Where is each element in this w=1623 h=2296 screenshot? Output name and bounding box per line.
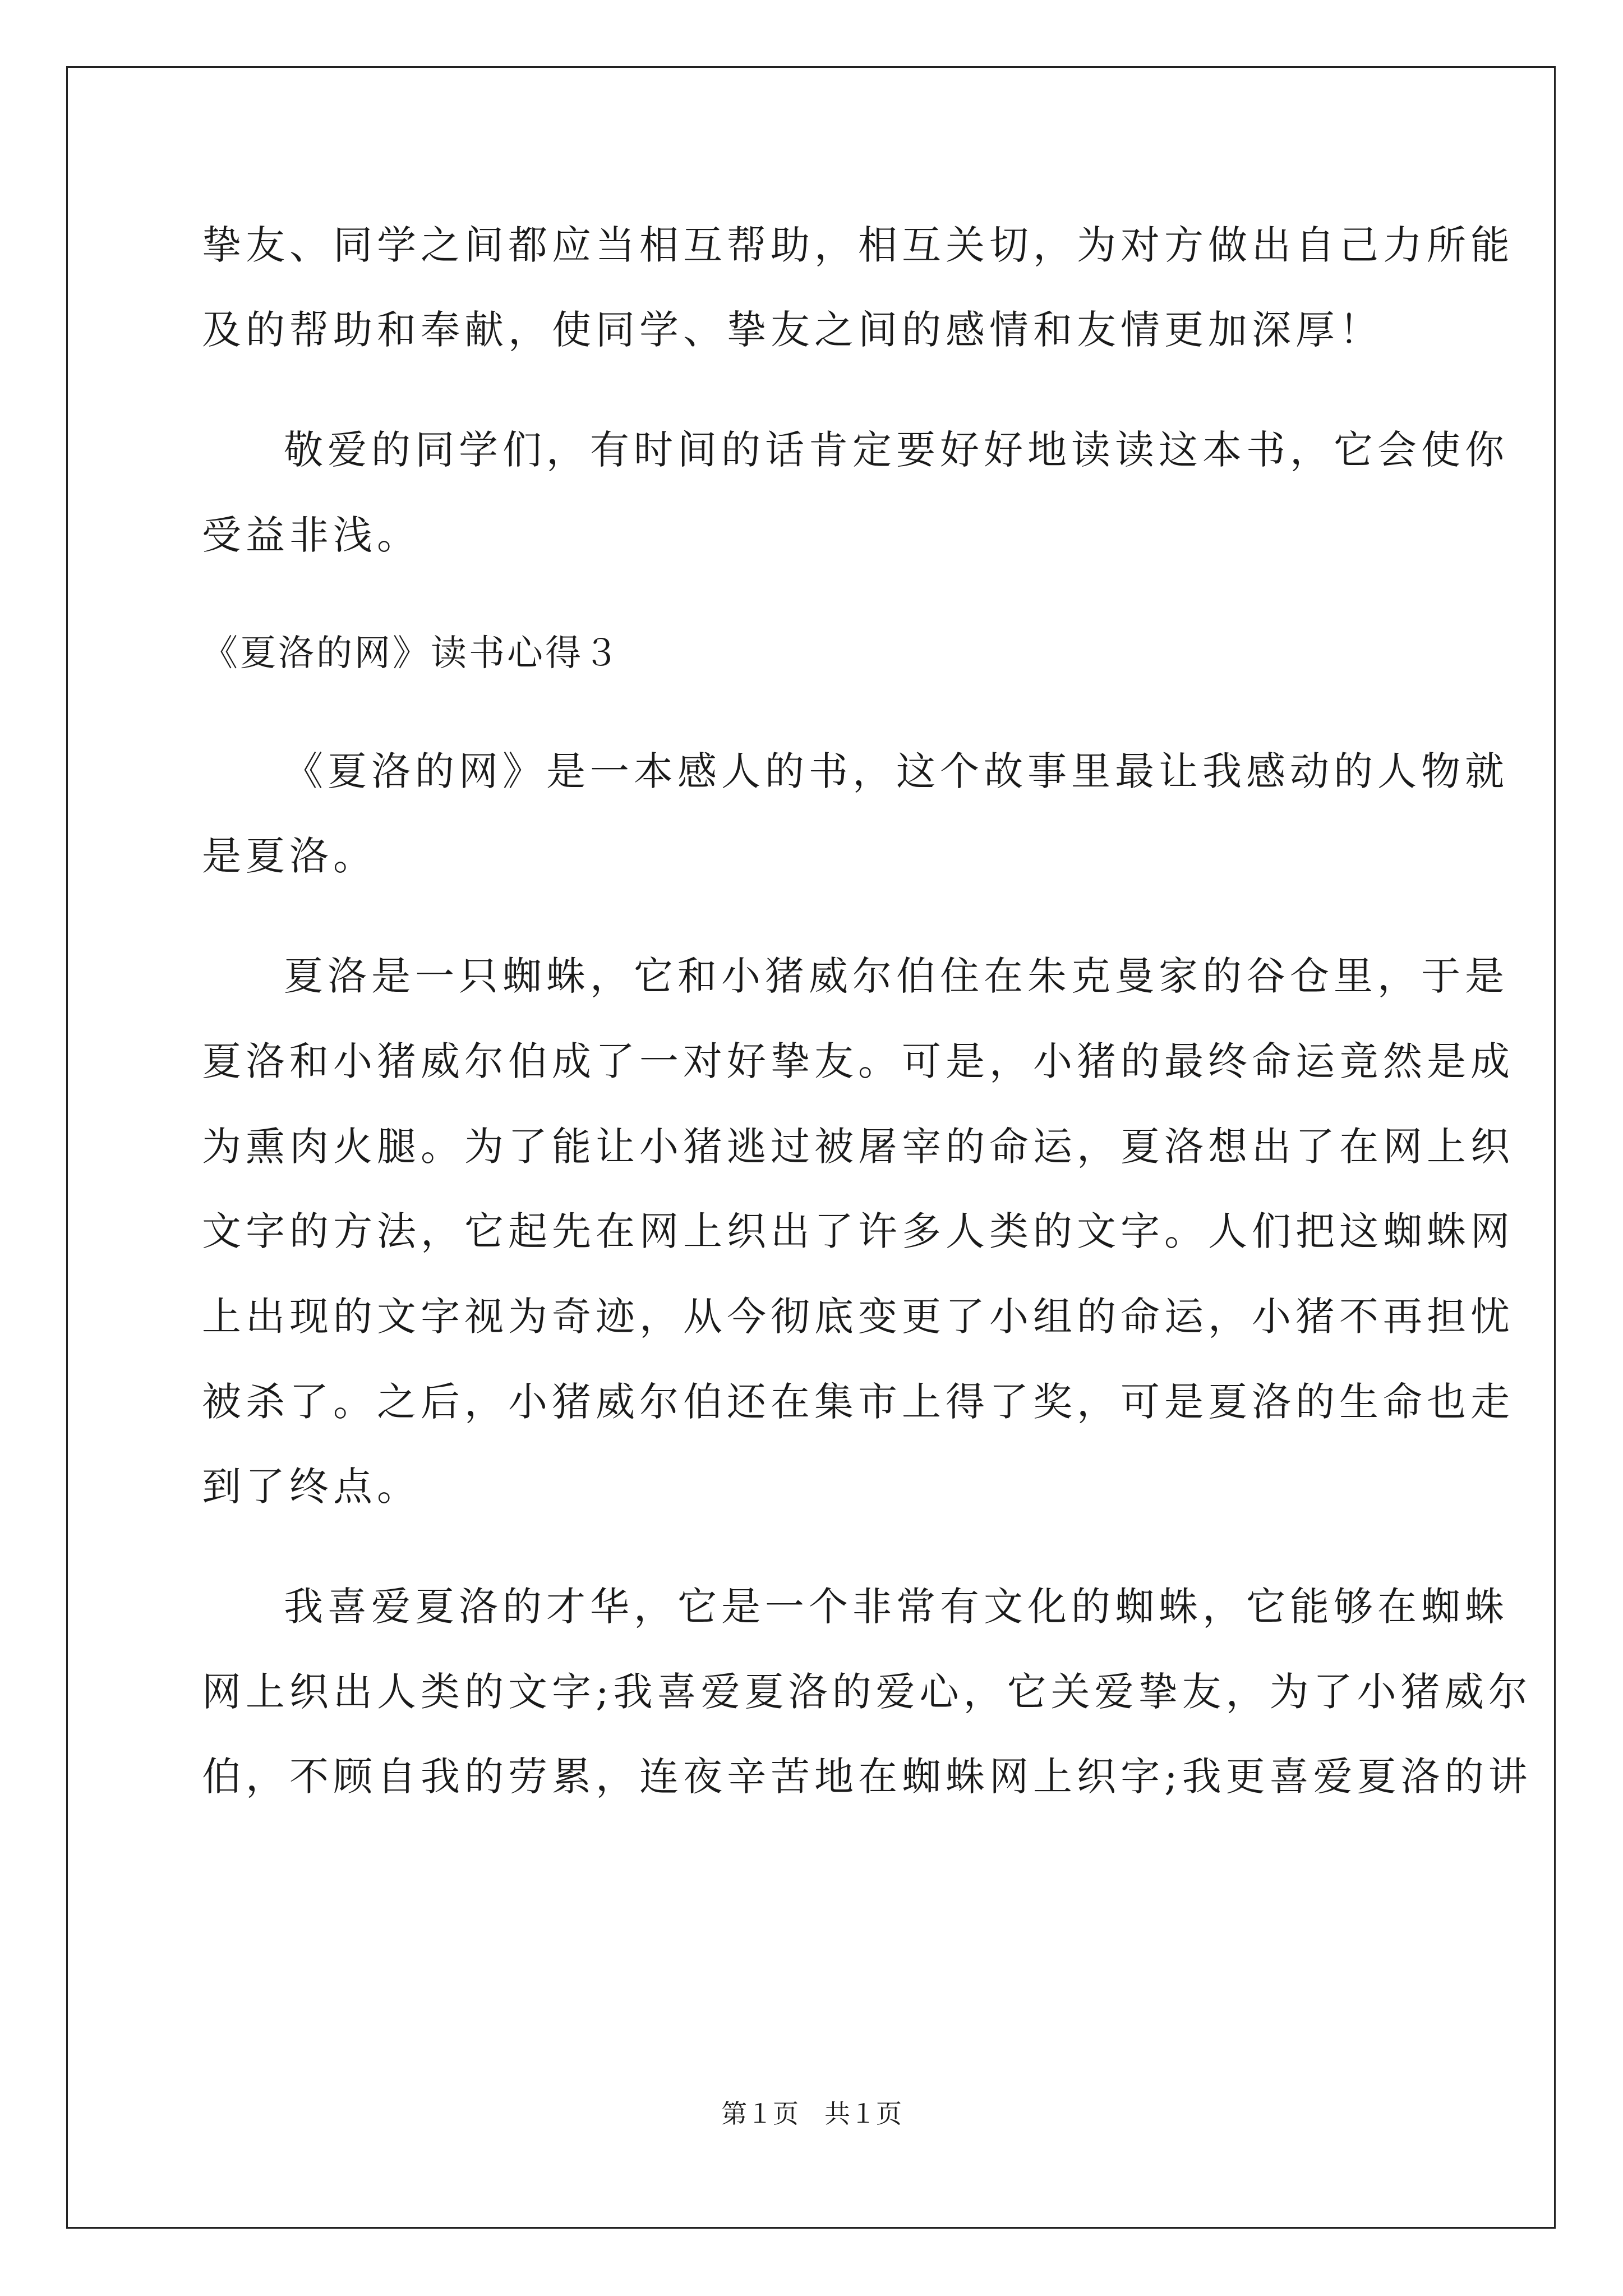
text-line: 是夏洛。 bbox=[202, 833, 377, 879]
section-title: 《夏洛的网》读书心得３ bbox=[202, 633, 621, 674]
text-line: 伯，不顾自我的劳累，连夜辛苦地在蜘蛛网上织字;我更喜爱夏洛的讲 bbox=[202, 1754, 1532, 1800]
text-line: 受益非浅。 bbox=[202, 512, 421, 558]
text-line: 挚友、同学之间都应当相互帮助，相互关切，为对方做出自己力所能 bbox=[202, 222, 1514, 268]
paragraph-start-line: 《夏洛的网》是一本感人的书，这个故事里最让我感动的人物就 bbox=[284, 748, 1509, 794]
paragraph-start-line: 敬爱的同学们，有时间的话肯定要好好地读读这本书，它会使你 bbox=[284, 427, 1509, 473]
text-line: 及的帮助和奉献，使同学、挚友之间的感情和友情更加深厚！ bbox=[202, 307, 1383, 353]
paragraph-start-line: 夏洛是一只蜘蛛，它和小猪威尔伯住在朱克曼家的谷仓里，于是 bbox=[284, 953, 1509, 999]
text-line: 被杀了。之后，小猪威尔伯还在集市上得了奖，可是夏洛的生命也走 bbox=[202, 1379, 1514, 1425]
text-line: 网上织出人类的文字;我喜爱夏洛的爱心，它关爱挚友，为了小猪威尔 bbox=[202, 1669, 1532, 1715]
text-line: 文字的方法，它起先在网上织出了许多人类的文字。人们把这蜘蛛网 bbox=[202, 1208, 1514, 1254]
paragraph-start-line: 我喜爱夏洛的才华，它是一个非常有文化的蜘蛛，它能够在蜘蛛 bbox=[284, 1584, 1509, 1630]
text-line: 夏洛和小猪威尔伯成了一对好挚友。可是，小猪的最终命运竟然是成 bbox=[202, 1038, 1514, 1084]
text-line: 上出现的文字视为奇迹，从今彻底变更了小组的命运，小猪不再担忧 bbox=[202, 1294, 1514, 1340]
page-number-footer: 第１页 共１页 bbox=[721, 2099, 902, 2129]
text-line: 到了终点。 bbox=[202, 1464, 421, 1510]
text-line: 为熏肉火腿。为了能让小猪逃过被屠宰的命运，夏洛想出了在网上织 bbox=[202, 1124, 1514, 1170]
